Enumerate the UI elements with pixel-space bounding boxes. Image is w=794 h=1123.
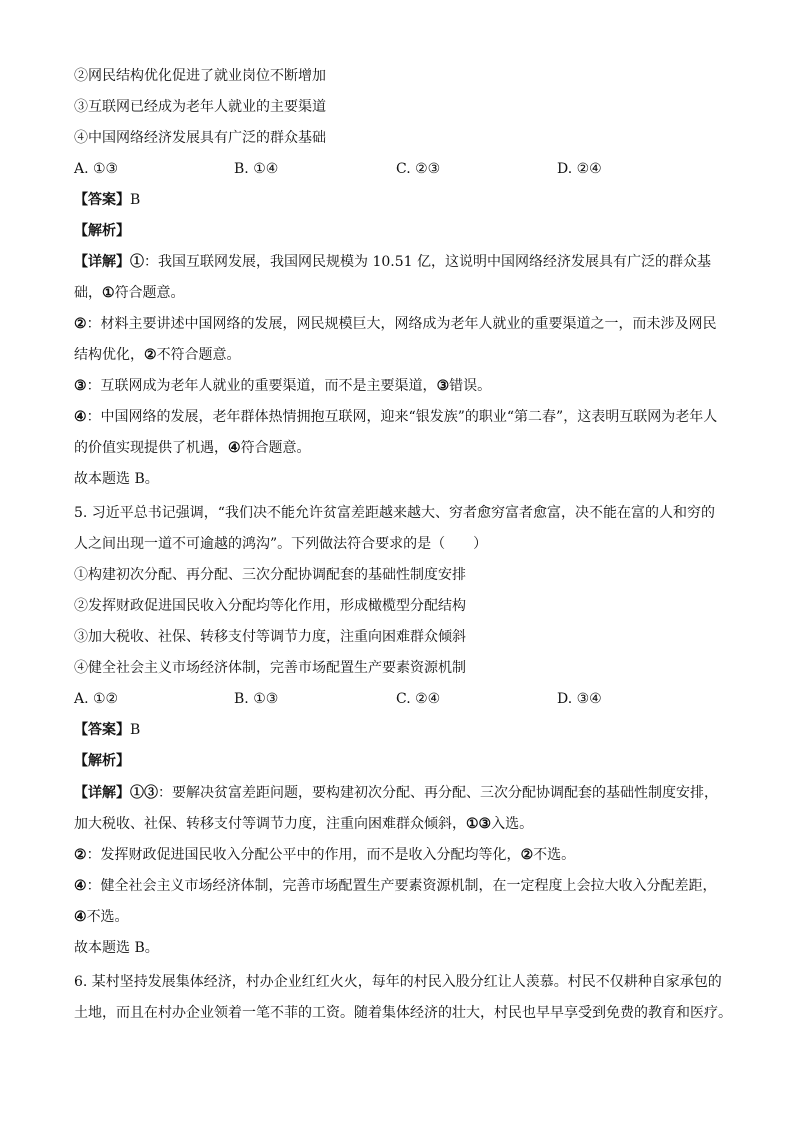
detail-lead-mark: ②	[74, 847, 87, 863]
answer-tag: 【答案】	[74, 192, 130, 208]
detail-text: 不符合题意。	[156, 347, 241, 363]
q5-detail-4a	[74, 876, 717, 896]
detail-lead-mark: ③	[74, 378, 87, 394]
detail-tag: 【详解】	[74, 785, 130, 801]
answer-value: B	[130, 722, 141, 738]
detail-lead-mark: ②	[74, 316, 87, 332]
q5-analysis-tag: 【解析】	[74, 753, 130, 769]
q4-option-c: C. ②③	[396, 161, 441, 177]
detail-text: ：发挥财政促进国民收入分配公平中的作用，而不是收入分配均等化，	[86, 847, 521, 863]
q4-detail-1a	[74, 252, 711, 272]
q5-item-4: ④健全社会主义市场经济体制，完善市场配置生产要素资源机制	[74, 660, 466, 676]
q5-option-c: C. ②④	[396, 691, 441, 707]
detail-lead-mark: ④	[74, 409, 87, 425]
answer-value: B	[130, 192, 141, 208]
detail-mark: ④	[228, 440, 241, 456]
detail-text: ：中国网络的发展，老年群体热情拥抱互联网，迎来“银发族”的职业“第二春”，这表明互联网为老年人	[86, 409, 718, 425]
q5-conclusion: 故本题选 B。	[74, 940, 159, 956]
q5-detail-2	[74, 845, 575, 865]
q6-stem-b: 土地，而且在村办企业领着一笔不菲的工资。随着集体经济的壮大，村民也早早享受到免费的教育和医疗。	[74, 1005, 732, 1021]
detail-text: 不选。	[533, 847, 576, 863]
q5-stem-b: 人之间出现一道不可逾越的鸿沟”。下列做法符合要求的是（ ）	[74, 536, 488, 552]
q5-answer-line	[74, 720, 140, 740]
detail-lead-mark: ④	[74, 878, 87, 894]
detail-text: 的价值实现提供了机遇，	[74, 440, 228, 456]
q4-conclusion: 故本题选 B。	[74, 471, 159, 487]
q4-analysis-tag: 【解析】	[74, 223, 130, 239]
q5-option-b: B. ①③	[234, 691, 279, 707]
detail-mark: ②	[520, 847, 534, 863]
detail-text: 入选。	[491, 816, 534, 832]
detail-mark: ②	[144, 347, 157, 363]
detail-text: ：要解决贫富差距问题，要构建初次分配、再分配、三次分配协调配套的基础性制度安排，	[158, 785, 718, 801]
q5-detail-1a	[74, 783, 718, 803]
detail-tag: 【详解】	[74, 254, 130, 270]
q4-detail-2b	[74, 345, 241, 365]
detail-mark: ①③	[466, 816, 492, 832]
q5-item-2: ②发挥财政促进国民收入分配均等化作用，形成橄榄型分配结构	[74, 598, 466, 614]
q5-detail-1b	[74, 814, 533, 834]
answer-tag: 【答案】	[74, 722, 130, 738]
q5-detail-4b	[74, 907, 129, 927]
detail-text: 不选。	[86, 909, 129, 925]
q4-item-2: ②网民结构优化促进了就业岗位不断增加	[74, 68, 326, 84]
detail-text: 结构优化，	[74, 347, 144, 363]
detail-text: 符合题意。	[240, 440, 311, 456]
detail-mark: ①	[102, 285, 115, 301]
detail-text: 符合题意。	[114, 285, 185, 301]
detail-text: 错误。	[449, 378, 492, 394]
detail-text: ：材料主要讲述中国网络的发展，网民规模巨大，网络成为老年人就业的重要渠道之一，而未涉及网民	[86, 316, 717, 332]
q5-item-3: ③加大税收、社保、转移支付等调节力度，注重向困难群众倾斜	[74, 629, 466, 645]
q5-item-1: ①构建初次分配、再分配、三次分配协调配套的基础性制度安排	[74, 567, 466, 583]
q4-detail-4b	[74, 438, 311, 458]
q4-answer-line	[74, 190, 140, 210]
q4-option-b: B. ①④	[234, 161, 279, 177]
detail-text: ：互联网成为老年人就业的重要渠道，而不是主要渠道，	[86, 378, 437, 394]
q4-detail-1b	[74, 283, 185, 303]
q4-detail-3	[74, 376, 491, 396]
q4-item-3: ③互联网已经成为老年人就业的主要渠道	[74, 99, 326, 115]
q6-stem-a: 6. 某村坚持发展集体经济，村办企业红红火火，每年的村民入股分红让人羡慕。村民不仅耕种自家承包的	[74, 974, 722, 990]
detail-mark: ④	[74, 909, 87, 925]
q4-option-a: A. ①③	[74, 161, 119, 177]
detail-mark: ③	[436, 378, 450, 394]
q5-stem-a: 5. 习近平总书记强调，“我们决不能允许贫富差距越来越大、穷者愈穷富者愈富，决不能在富的人和穷的	[74, 505, 715, 521]
q4-detail-4a	[74, 407, 717, 427]
detail-text: 加大税收、社保、转移支付等调节力度，注重向困难群众倾斜，	[74, 816, 466, 832]
q5-option-a: A. ①②	[74, 691, 119, 707]
q4-option-d: D. ②④	[557, 161, 602, 177]
detail-text: ：我国互联网发展，我国网民规模为 10.51 亿，这说明中国网络经济发展具有广泛的群众基	[144, 254, 711, 270]
detail-text: ：健全社会主义市场经济体制，完善市场配置生产要素资源机制，在一定程度上会拉大收入分配差距，	[86, 878, 717, 894]
q4-detail-2a	[74, 314, 717, 334]
detail-lead-mark: ①	[130, 254, 144, 270]
q5-option-d: D. ③④	[557, 691, 602, 707]
detail-text: 础，	[74, 285, 102, 301]
q4-item-4: ④中国网络经济发展具有广泛的群众基础	[74, 130, 326, 146]
detail-lead-mark: ①③	[130, 785, 158, 801]
